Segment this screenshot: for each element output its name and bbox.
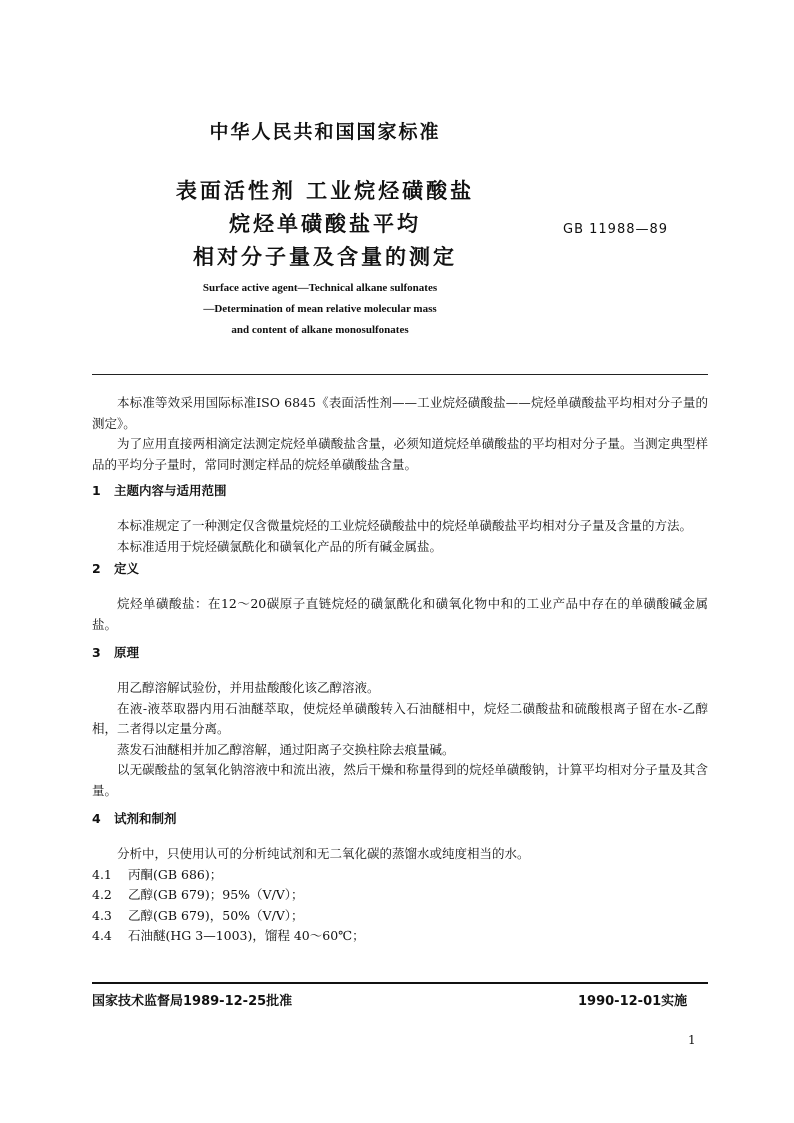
- item-text: 乙醇(GB 679)；95%（V/V）；: [128, 887, 304, 902]
- section-heading: [92, 557, 708, 594]
- effective-date: 1990-12-01实施: [578, 994, 688, 1009]
- section-title: 原理: [114, 645, 140, 660]
- section-paragraph: 本标准规定了一种测定仅含微量烷烃的工业烷烃磺酸盐中的烷烃单磺酸盐平均相对分子量及含量的方法。: [117, 518, 693, 533]
- intro-paragraph: 为了应用直接两相滴定法测定烷烃单磺酸盐含量，必须知道烷烃单磺酸盐的平均相对分子量。当测定典型样品的平均分子量时，常同时测定样品的烷烃单磺酸盐含量。: [92, 436, 708, 472]
- section-paragraph: 烷烃单磺酸盐：在12～20碳原子直链烷烃的磺氯酰化和磺氧化物中和的工业产品中存在的单磺酸碱金属盐。: [92, 596, 708, 632]
- header-divider: [92, 374, 708, 375]
- item-number: 4.1: [92, 866, 112, 882]
- section-heading: [92, 641, 708, 678]
- item-number: 4.4: [92, 928, 112, 943]
- page-number: 1: [688, 1033, 696, 1047]
- section-heading: [92, 807, 708, 844]
- national-standard-heading: 中华人民共和国国家标准: [209, 121, 441, 143]
- document-body: [92, 393, 708, 947]
- item-text: 丙酮(GB 686)；: [128, 866, 223, 882]
- item-text: 石油醚(HG 3—1003)，馏程 40～60℃；: [128, 928, 365, 943]
- footer-divider: [92, 982, 708, 984]
- section-paragraph: 蒸发石油醚相并加乙醇溶解，通过阳离子交换柱除去痕量碱。: [117, 741, 455, 757]
- list-item: [92, 906, 708, 927]
- section-paragraph: 分析中，只使用认可的分析纯试剂和无二氧化碳的蒸馏水或纯度相当的水。: [117, 846, 530, 861]
- english-title-line-2: —Determination of mean relative molecular mass: [203, 303, 437, 315]
- english-title-line-3: and content of alkane monosulfonates: [231, 324, 409, 336]
- section-paragraph: 在液-液萃取器内用石油醚萃取，使烷烃单磺酸转入石油醚相中，烷烃二磺酸盐和硫酸根离子留在水-乙醇相，二者得以定量分离。: [92, 700, 708, 736]
- section-number: 1: [92, 483, 101, 498]
- section-title: 定义: [114, 561, 140, 576]
- list-item: [92, 885, 708, 906]
- section-number: 3: [92, 645, 101, 660]
- title-line-2: 烷烃单磺酸盐平均: [229, 212, 421, 236]
- section-number: 4: [92, 811, 101, 826]
- section-paragraph: 用乙醇溶解试验份，并用盐酸酸化该乙醇溶液。: [117, 680, 380, 695]
- section-number: 2: [92, 561, 101, 576]
- english-title-line-1: Surface active agent—Technical alkane sulfonates: [202, 282, 438, 294]
- item-number: 4.3: [92, 907, 112, 923]
- section-title: 主题内容与适用范围: [114, 483, 227, 498]
- intro-paragraph: 本标准等效采用国际标准ISO 6845《表面活性剂——工业烷烃磺酸盐——烷烃单磺酸盐平均相对分子量的测定》。: [92, 395, 708, 431]
- section-title: 试剂和制剂: [114, 811, 177, 826]
- section-heading: [92, 479, 708, 516]
- approval-date: 国家技术监督局1989-12-25批准: [92, 994, 293, 1009]
- title-line-1: 表面活性剂 工业烷烃磺酸盐: [175, 179, 475, 203]
- item-number: 4.2: [92, 887, 112, 902]
- title-line-3: 相对分子量及含量的测定: [193, 245, 457, 269]
- section-paragraph: 本标准适用于烷烃磺氯酰化和磺氧化产品的所有碱金属盐。: [117, 538, 443, 554]
- list-item: [92, 865, 708, 886]
- list-item: [92, 926, 708, 947]
- item-text: 乙醇(GB 679)，50%（V/V）；: [128, 907, 304, 923]
- standard-number: GB 11988—89: [563, 222, 669, 237]
- section-paragraph: 以无碳酸盐的氢氧化钠溶液中和流出液，然后干燥和称量得到的烷烃单磺酸钠，计算平均相对分子量及其含量。: [92, 762, 708, 798]
